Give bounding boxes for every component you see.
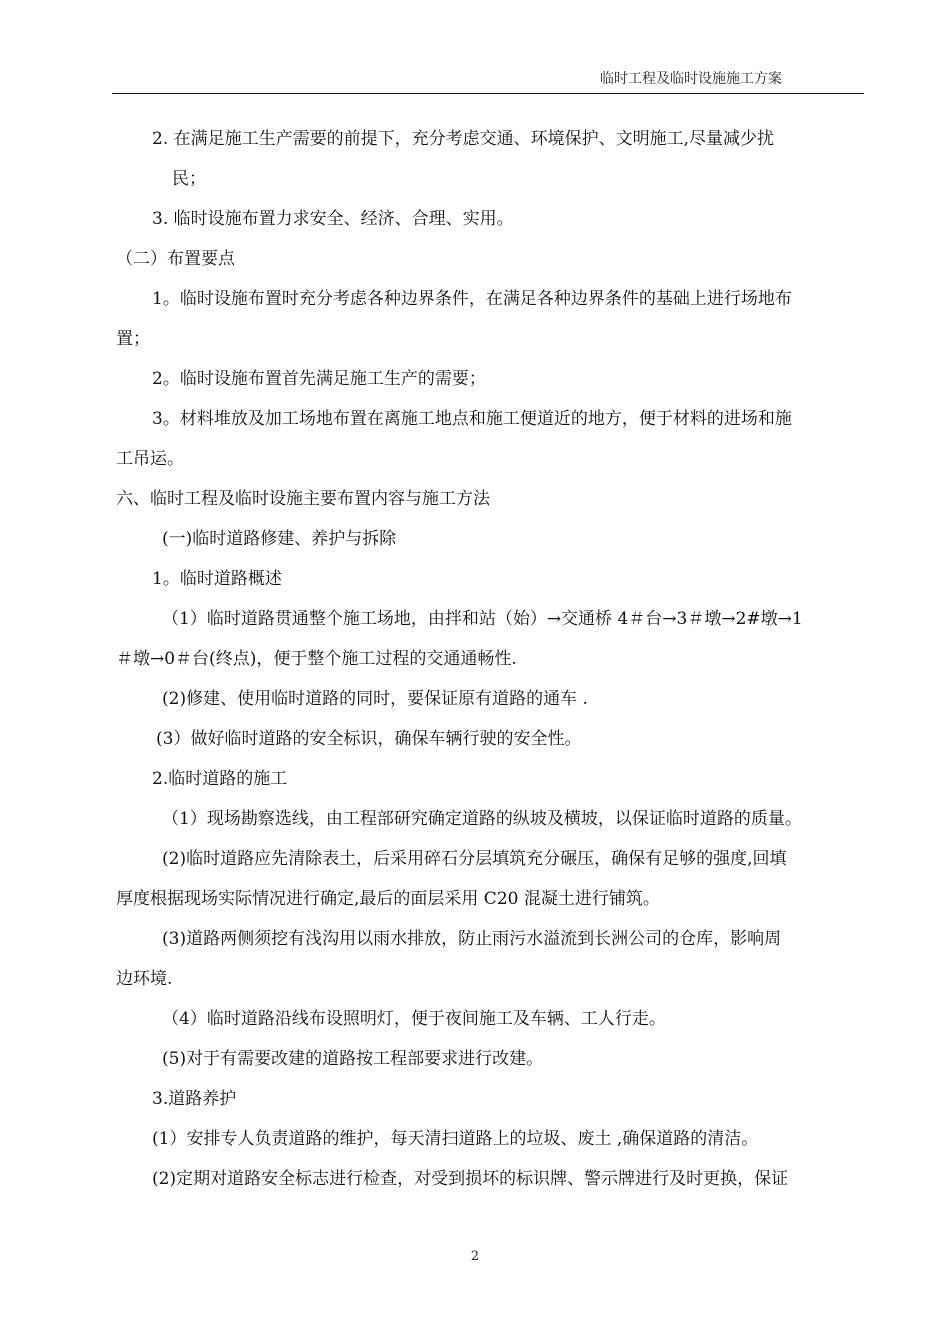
text-line: 3。材料堆放及加工场地布置在离施工地点和施工便道近的地方，便于材料的进场和施 [152,409,792,429]
text-line: 工吊运。 [116,449,184,469]
text-line: 厚度根据现场实际情况进行确定,最后的面层采用 C20 混凝土进行铺筑。 [116,889,660,909]
text-line: 民； [172,169,206,189]
text-line: 3. 临时设施布置力求安全、经济、合理、实用。 [152,209,514,229]
text-line: 2。临时设施布置首先满足施工生产的需要； [152,369,486,389]
text-line: ＃墩→0＃台(终点)，便于整个施工过程的交通通畅性. [116,649,517,669]
document-body [116,119,862,1199]
header-rule [112,93,864,94]
text-line: (3）做好临时道路的安全标识，确保车辆行驶的安全性。 [156,729,582,749]
header-title: 临时工程及临时设施施工方案 [600,71,782,87]
text-line: (2)修建、使用临时道路的同时，要保证原有道路的通车 . [162,689,588,709]
text-line: (2)定期对道路安全标志进行检查，对受到损坏的标识牌、警示牌进行及时更换，保证 [152,1169,789,1189]
text-line: (5)对于有需要改建的道路按工程部要求进行改建。 [162,1049,544,1069]
page-number: 2 [470,1249,480,1264]
text-line: 边环境. [116,969,173,989]
text-line: (1）安排专人负责道路的维护，每天清扫道路上的垃圾、废土 ,确保道路的清洁。 [152,1129,759,1149]
subsection-heading: 2.临时道路的施工 [152,769,288,789]
text-line: （4）临时道路沿线布设照明灯，便于夜间施工及车辆、工人行走。 [162,1009,666,1029]
text-line: 2. 在满足施工生产需要的前提下，充分考虑交通、环境保护、文明施工,尽量减少扰 [152,129,775,149]
section-heading: 六、临时工程及临时设施主要布置内容与施工方法 [116,489,490,509]
subsection-heading: (一)临时道路修建、养护与拆除 [162,529,397,549]
text-line: 1。临时设施布置时充分考虑各种边界条件，在满足各种边界条件的基础上进行场地布 [152,289,792,309]
subsection-heading: 3.道路养护 [152,1089,237,1109]
text-line: （1）现场勘察选线，由工程部研究确定道路的纵坡及横坡，以保证临时道路的质量。 [162,809,802,829]
subsection-heading: 1。临时道路概述 [152,569,282,589]
text-line: （1）临时道路贯通整个施工场地，由拌和站（始）→交通桥 4＃台→3＃墩→2#墩→1 [162,609,803,629]
text-line: (3)道路两侧须挖有浅沟用以雨水排放，防止雨污水溢流到长洲公司的仓库，影响周 [162,929,782,949]
section-heading: （二）布置要点 [116,249,235,269]
text-line: 置； [116,329,150,349]
text-line: (2)临时道路应先清除表土，后采用碎石分层填筑充分碾压，确保有足够的强度,回填 [162,849,787,869]
